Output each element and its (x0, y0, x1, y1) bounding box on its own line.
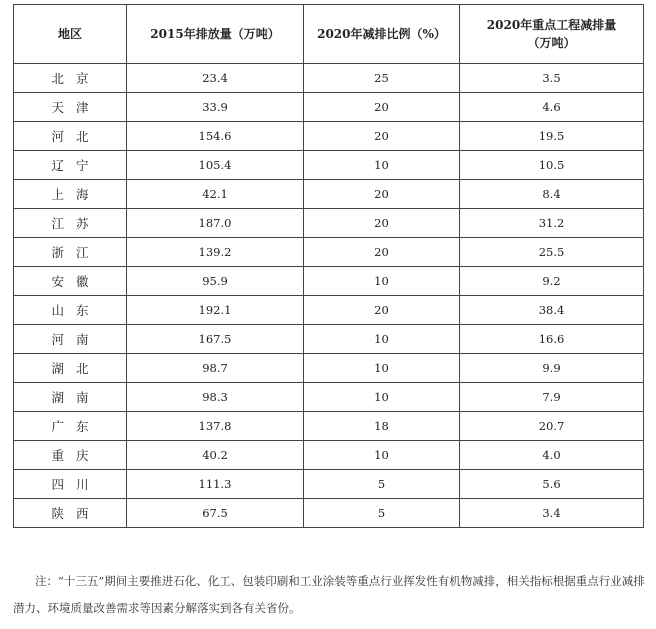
table-row (14, 383, 644, 412)
cell-region: 浙江 (14, 238, 127, 267)
cell-region: 陕西 (14, 499, 127, 528)
cell-region: 湖南 (14, 383, 127, 412)
cell-key-reduction: 20.7 (460, 412, 644, 441)
cell-region: 湖北 (14, 354, 127, 383)
table-row (14, 238, 644, 267)
cell-reduction-ratio: 20 (304, 296, 460, 325)
cell-emission-2015: 42.1 (127, 180, 304, 209)
table-row (14, 267, 644, 296)
table-row (14, 151, 644, 180)
table-header-row (14, 5, 644, 64)
cell-key-reduction: 5.6 (460, 470, 644, 499)
cell-region: 山东 (14, 296, 127, 325)
cell-key-reduction: 3.5 (460, 64, 644, 93)
cell-reduction-ratio: 5 (304, 470, 460, 499)
footnote: 注：“十三五”期间主要推进石化、化工、包装印刷和工业涂装等重点行业挥发性有机物减排，相关指标根据重点行业减排潜力、环境质量改善需求等因素分解落实到各有关省份。 (13, 574, 645, 615)
cell-emission-2015: 40.2 (127, 441, 304, 470)
cell-key-reduction: 8.4 (460, 180, 644, 209)
cell-key-reduction: 38.4 (460, 296, 644, 325)
cell-key-reduction: 9.9 (460, 354, 644, 383)
cell-region: 辽宁 (14, 151, 127, 180)
table-row (14, 441, 644, 470)
cell-emission-2015: 111.3 (127, 470, 304, 499)
cell-emission-2015: 154.6 (127, 122, 304, 151)
cell-key-reduction: 3.4 (460, 499, 644, 528)
cell-region: 安徽 (14, 267, 127, 296)
table-row (14, 499, 644, 528)
header-region: 地区 (14, 5, 127, 64)
cell-region: 广东 (14, 412, 127, 441)
cell-key-reduction: 19.5 (460, 122, 644, 151)
cell-key-reduction: 4.6 (460, 93, 644, 122)
cell-emission-2015: 67.5 (127, 499, 304, 528)
cell-region: 上海 (14, 180, 127, 209)
cell-reduction-ratio: 20 (304, 93, 460, 122)
table-row (14, 209, 644, 238)
table-row (14, 122, 644, 151)
cell-reduction-ratio: 10 (304, 383, 460, 412)
header-key-project-line1: 2020年重点工程减排量 (486, 18, 617, 32)
cell-reduction-ratio: 10 (304, 354, 460, 383)
cell-reduction-ratio: 20 (304, 180, 460, 209)
emission-table-container (13, 4, 643, 528)
cell-emission-2015: 192.1 (127, 296, 304, 325)
cell-emission-2015: 167.5 (127, 325, 304, 354)
cell-key-reduction: 10.5 (460, 151, 644, 180)
table-row (14, 354, 644, 383)
cell-region: 四川 (14, 470, 127, 499)
cell-key-reduction: 7.9 (460, 383, 644, 412)
cell-reduction-ratio: 10 (304, 441, 460, 470)
cell-reduction-ratio: 18 (304, 412, 460, 441)
cell-reduction-ratio: 5 (304, 499, 460, 528)
header-key-project-line2: （万吨） (527, 36, 576, 50)
header-emission-2015: 2015年排放量（万吨） (127, 5, 304, 64)
cell-reduction-ratio: 20 (304, 238, 460, 267)
table-row (14, 64, 644, 93)
cell-region: 河南 (14, 325, 127, 354)
cell-key-reduction: 9.2 (460, 267, 644, 296)
table-row (14, 325, 644, 354)
cell-emission-2015: 98.3 (127, 383, 304, 412)
emission-table (13, 4, 644, 528)
table-row (14, 180, 644, 209)
cell-key-reduction: 31.2 (460, 209, 644, 238)
cell-emission-2015: 105.4 (127, 151, 304, 180)
cell-key-reduction: 4.0 (460, 441, 644, 470)
cell-key-reduction: 16.6 (460, 325, 644, 354)
header-reduction-ratio-2020: 2020年减排比例（%） (304, 5, 460, 64)
cell-emission-2015: 98.7 (127, 354, 304, 383)
table-body (14, 64, 644, 528)
cell-emission-2015: 33.9 (127, 93, 304, 122)
table-row (14, 296, 644, 325)
cell-emission-2015: 187.0 (127, 209, 304, 238)
table-row (14, 93, 644, 122)
cell-emission-2015: 137.8 (127, 412, 304, 441)
table-row (14, 470, 644, 499)
cell-reduction-ratio: 20 (304, 122, 460, 151)
cell-reduction-ratio: 10 (304, 325, 460, 354)
cell-emission-2015: 139.2 (127, 238, 304, 267)
cell-reduction-ratio: 25 (304, 64, 460, 93)
cell-emission-2015: 95.9 (127, 267, 304, 296)
cell-emission-2015: 23.4 (127, 64, 304, 93)
cell-key-reduction: 25.5 (460, 238, 644, 267)
cell-reduction-ratio: 10 (304, 151, 460, 180)
cell-region: 北京 (14, 64, 127, 93)
cell-region: 河北 (14, 122, 127, 151)
cell-region: 天津 (14, 93, 127, 122)
cell-region: 江苏 (14, 209, 127, 238)
header-key-project-reduction (460, 5, 644, 64)
cell-region: 重庆 (14, 441, 127, 470)
table-row (14, 412, 644, 441)
cell-reduction-ratio: 10 (304, 267, 460, 296)
cell-reduction-ratio: 20 (304, 209, 460, 238)
